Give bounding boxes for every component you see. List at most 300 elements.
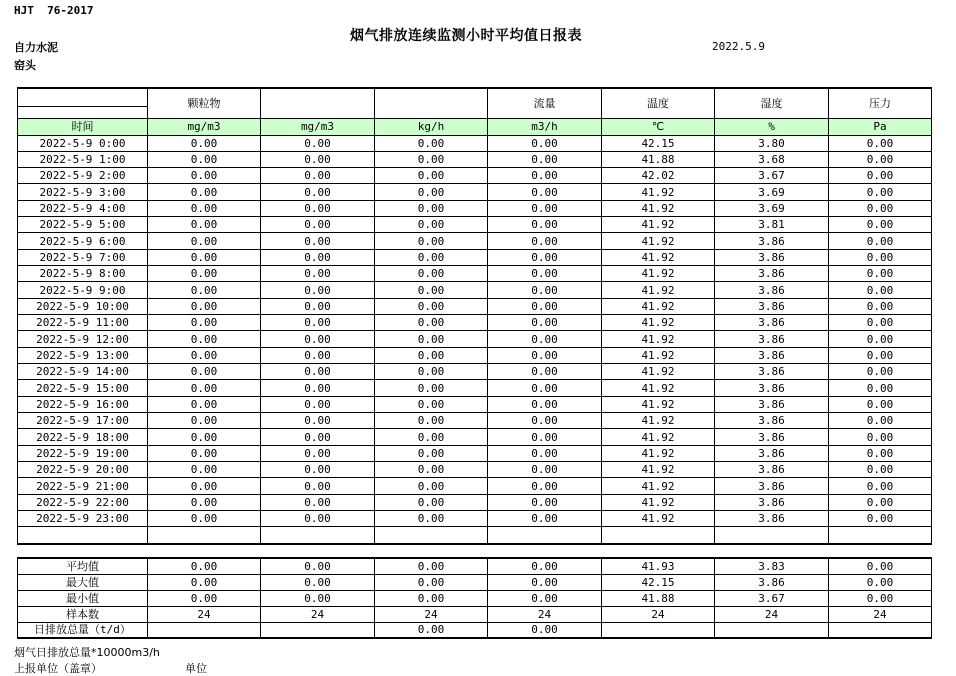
time-cell: 2022-5-9 20:00 [18,462,148,478]
value-cell: 3.86 [715,478,829,494]
value-cell: 0.00 [148,511,261,527]
value-cell: 0.00 [829,478,932,494]
value-cell: 0.00 [148,266,261,282]
value-cell: 0.00 [488,200,602,216]
summary-value-cell [829,622,932,638]
value-cell: 3.80 [715,135,829,151]
value-cell: 3.86 [715,249,829,265]
header-blank-bottom-cell [18,106,148,118]
value-cell: 0.00 [829,200,932,216]
time-cell: 2022-5-9 19:00 [18,445,148,461]
value-cell: 0.00 [488,282,602,298]
footnote: 烟气日排放总量*10000m3/h [14,646,160,659]
blank-cell [18,527,148,544]
value-cell: 0.00 [261,511,375,527]
summary-value-cell: 0.00 [375,622,488,638]
value-cell: 0.00 [488,233,602,249]
value-cell: 0.00 [261,380,375,396]
summary-value-cell: 0.00 [148,590,261,606]
value-cell: 0.00 [261,413,375,429]
value-cell: 0.00 [375,396,488,412]
value-cell: 0.00 [375,298,488,314]
summary-value-cell: 0.00 [375,590,488,606]
value-cell: 0.00 [829,217,932,233]
value-cell: 3.86 [715,282,829,298]
value-cell: 0.00 [488,168,602,184]
value-cell: 0.00 [148,184,261,200]
value-cell: 0.00 [829,445,932,461]
table-row [18,494,932,510]
value-cell: 0.00 [488,315,602,331]
value-cell: 42.15 [602,135,715,151]
table-row [18,429,932,445]
value-cell: 0.00 [829,429,932,445]
time-cell: 2022-5-9 15:00 [18,380,148,396]
value-cell: 3.86 [715,462,829,478]
summary-value-cell: 0.00 [148,558,261,574]
time-cell: 2022-5-9 7:00 [18,249,148,265]
summary-value-cell: 0.00 [488,574,602,590]
report-title: 烟气排放连续监测小时平均值日报表 [350,28,582,44]
value-cell: 0.00 [488,511,602,527]
table-row [18,380,932,396]
value-cell: 0.00 [829,364,932,380]
value-cell: 0.00 [261,184,375,200]
value-cell: 0.00 [261,298,375,314]
unit-header-cell: kg/h [375,118,488,135]
value-cell: 0.00 [375,478,488,494]
report-unit-label: 上报单位（盖章） [14,662,102,675]
table-row [18,331,932,347]
value-cell: 3.86 [715,298,829,314]
value-cell: 41.92 [602,413,715,429]
value-cell: 41.92 [602,331,715,347]
company-name: 自力水泥 [14,41,58,54]
value-cell: 0.00 [148,364,261,380]
unit-header-cell: % [715,118,829,135]
value-cell: 3.86 [715,315,829,331]
table-row [18,413,932,429]
blank-cell [148,527,261,544]
value-cell: 0.00 [829,347,932,363]
summary-value-cell: 0.00 [829,574,932,590]
value-cell: 3.86 [715,266,829,282]
table-row [18,266,932,282]
value-cell: 0.00 [488,413,602,429]
value-cell: 0.00 [375,135,488,151]
value-cell: 3.86 [715,494,829,510]
summary-value-cell: 0.00 [261,574,375,590]
value-cell: 0.00 [375,494,488,510]
value-cell: 0.00 [375,429,488,445]
value-cell: 0.00 [829,282,932,298]
group-header-cell: 湿度 [715,88,829,118]
value-cell: 0.00 [375,380,488,396]
value-cell: 0.00 [488,478,602,494]
value-cell: 0.00 [829,298,932,314]
value-cell: 41.92 [602,364,715,380]
value-cell: 0.00 [148,478,261,494]
summary-value-cell: 3.67 [715,590,829,606]
time-cell: 2022-5-9 3:00 [18,184,148,200]
table-row [18,135,932,151]
value-cell: 0.00 [148,380,261,396]
value-cell: 3.86 [715,347,829,363]
value-cell: 0.00 [488,331,602,347]
value-cell: 41.92 [602,266,715,282]
time-cell: 2022-5-9 4:00 [18,200,148,216]
table-row [18,151,932,167]
value-cell: 0.00 [148,168,261,184]
value-cell: 3.86 [715,429,829,445]
unit-label: 单位 [185,662,207,675]
unit-header-cell: m3/h [488,118,602,135]
summary-row [18,558,932,574]
value-cell: 0.00 [375,315,488,331]
value-cell: 3.86 [715,380,829,396]
summary-value-cell [148,622,261,638]
time-cell: 2022-5-9 17:00 [18,413,148,429]
table-row [18,184,932,200]
group-header-cell: 颗粒物 [148,88,261,118]
value-cell: 0.00 [488,429,602,445]
summary-value-cell: 0.00 [488,590,602,606]
value-cell: 0.00 [148,347,261,363]
value-cell: 41.92 [602,511,715,527]
value-cell: 0.00 [829,315,932,331]
value-cell: 41.92 [602,249,715,265]
summary-value-cell: 3.83 [715,558,829,574]
value-cell: 0.00 [488,266,602,282]
value-cell: 41.92 [602,478,715,494]
value-cell: 0.00 [375,347,488,363]
report-date: 2022.5.9 [712,40,765,53]
summary-value-cell: 42.15 [602,574,715,590]
summary-row [18,590,932,606]
value-cell: 3.68 [715,151,829,167]
value-cell: 0.00 [148,315,261,331]
value-cell: 41.92 [602,315,715,331]
value-cell: 0.00 [261,233,375,249]
value-cell: 0.00 [488,184,602,200]
value-cell: 0.00 [261,347,375,363]
table-row [18,168,932,184]
blank-cell [261,527,375,544]
value-cell: 41.88 [602,151,715,167]
summary-value-cell: 41.88 [602,590,715,606]
value-cell: 0.00 [829,331,932,347]
value-cell: 0.00 [148,200,261,216]
blank-cell [375,527,488,544]
value-cell: 0.00 [375,217,488,233]
time-cell: 2022-5-9 18:00 [18,429,148,445]
summary-row [18,606,932,622]
value-cell: 0.00 [148,298,261,314]
value-cell: 0.00 [261,494,375,510]
value-cell: 0.00 [488,347,602,363]
value-cell: 0.00 [829,396,932,412]
time-header-cell: 时间 [18,118,148,135]
table-row [18,364,932,380]
value-cell: 0.00 [829,266,932,282]
value-cell: 0.00 [375,282,488,298]
time-cell: 2022-5-9 0:00 [18,135,148,151]
value-cell: 0.00 [375,462,488,478]
value-cell: 0.00 [375,249,488,265]
time-cell: 2022-5-9 8:00 [18,266,148,282]
summary-row [18,622,932,638]
summary-value-cell: 24 [375,606,488,622]
table-row [18,233,932,249]
value-cell: 3.69 [715,184,829,200]
header-blank-top-cell [18,88,148,106]
value-cell: 0.00 [148,217,261,233]
value-cell: 41.92 [602,347,715,363]
monitoring-table-body [18,135,932,544]
value-cell: 0.00 [829,184,932,200]
table-row [18,200,932,216]
time-cell: 2022-5-9 16:00 [18,396,148,412]
summary-value-cell [261,622,375,638]
value-cell: 0.00 [829,249,932,265]
standard-code: HJT 76-2017 [14,4,94,17]
value-cell: 0.00 [488,396,602,412]
summary-value-cell: 41.93 [602,558,715,574]
summary-value-cell: 0.00 [261,590,375,606]
summary-value-cell: 0.00 [488,622,602,638]
summary-value-cell [602,622,715,638]
value-cell: 0.00 [148,494,261,510]
time-cell: 2022-5-9 2:00 [18,168,148,184]
value-cell: 0.00 [375,200,488,216]
monitoring-table-header [18,88,932,135]
value-cell: 3.67 [715,168,829,184]
time-cell: 2022-5-9 23:00 [18,511,148,527]
table-row [18,347,932,363]
summary-value-cell: 24 [488,606,602,622]
table-row [18,282,932,298]
value-cell: 41.92 [602,445,715,461]
group-header-cell [375,88,488,118]
value-cell: 0.00 [488,494,602,510]
value-cell: 0.00 [261,151,375,167]
table-row [18,298,932,314]
value-cell: 0.00 [261,217,375,233]
value-cell: 41.92 [602,380,715,396]
blank-cell [829,527,932,544]
table-row [18,396,932,412]
value-cell: 41.92 [602,462,715,478]
value-cell: 3.86 [715,396,829,412]
summary-value-cell: 0.00 [261,558,375,574]
value-cell: 0.00 [488,249,602,265]
value-cell: 41.92 [602,282,715,298]
value-cell: 3.86 [715,413,829,429]
value-cell: 0.00 [261,315,375,331]
value-cell: 0.00 [375,168,488,184]
value-cell: 0.00 [375,184,488,200]
summary-value-cell: 3.86 [715,574,829,590]
value-cell: 0.00 [829,135,932,151]
value-cell: 0.00 [488,298,602,314]
station-name: 窑头 [14,59,36,72]
value-cell: 0.00 [375,331,488,347]
summary-value-cell: 24 [602,606,715,622]
value-cell: 0.00 [375,266,488,282]
value-cell: 0.00 [261,396,375,412]
value-cell: 0.00 [148,413,261,429]
value-cell: 0.00 [375,445,488,461]
group-header-cell: 温度 [602,88,715,118]
time-cell: 2022-5-9 10:00 [18,298,148,314]
blank-cell [488,527,602,544]
value-cell: 0.00 [148,282,261,298]
time-cell: 2022-5-9 1:00 [18,151,148,167]
summary-value-cell: 0.00 [829,558,932,574]
unit-header-cell: ℃ [602,118,715,135]
summary-value-cell: 0.00 [829,590,932,606]
value-cell: 41.92 [602,217,715,233]
value-cell: 0.00 [148,429,261,445]
summary-label-cell: 最小值 [18,590,148,606]
time-cell: 2022-5-9 21:00 [18,478,148,494]
table-row [18,511,932,527]
blank-cell [715,527,829,544]
value-cell: 3.86 [715,233,829,249]
value-cell: 0.00 [261,266,375,282]
time-cell: 2022-5-9 13:00 [18,347,148,363]
value-cell: 0.00 [829,462,932,478]
value-cell: 0.00 [829,511,932,527]
summary-value-cell: 0.00 [488,558,602,574]
value-cell: 41.92 [602,200,715,216]
summary-value-cell: 0.00 [375,574,488,590]
group-header-cell: 压力 [829,88,932,118]
value-cell: 42.02 [602,168,715,184]
summary-value-cell: 24 [829,606,932,622]
summary-value-cell: 24 [715,606,829,622]
unit-header-cell: mg/m3 [148,118,261,135]
blank-cell [602,527,715,544]
table-row [18,478,932,494]
value-cell: 0.00 [261,429,375,445]
blank-spacer-row [18,527,932,544]
group-header-row [18,88,932,106]
value-cell: 0.00 [261,462,375,478]
value-cell: 0.00 [375,233,488,249]
value-cell: 3.86 [715,364,829,380]
summary-value-cell: 24 [261,606,375,622]
value-cell: 0.00 [829,413,932,429]
value-cell: 0.00 [829,151,932,167]
value-cell: 0.00 [488,135,602,151]
unit-header-row [18,118,932,135]
value-cell: 0.00 [488,217,602,233]
value-cell: 3.81 [715,217,829,233]
value-cell: 3.86 [715,511,829,527]
value-cell: 41.92 [602,298,715,314]
summary-value-cell: 0.00 [375,558,488,574]
group-header-cell [261,88,375,118]
value-cell: 0.00 [261,331,375,347]
time-cell: 2022-5-9 9:00 [18,282,148,298]
value-cell: 0.00 [488,380,602,396]
value-cell: 41.92 [602,184,715,200]
table-row [18,315,932,331]
summary-label-cell: 样本数 [18,606,148,622]
value-cell: 0.00 [829,233,932,249]
value-cell: 0.00 [375,364,488,380]
time-cell: 2022-5-9 5:00 [18,217,148,233]
group-header-cell: 流量 [488,88,602,118]
value-cell: 0.00 [148,331,261,347]
value-cell: 0.00 [488,364,602,380]
time-cell: 2022-5-9 6:00 [18,233,148,249]
summary-value-cell: 24 [148,606,261,622]
summary-row [18,574,932,590]
value-cell: 0.00 [261,249,375,265]
summary-table-body [18,558,932,638]
value-cell: 3.86 [715,331,829,347]
value-cell: 0.00 [148,396,261,412]
value-cell: 41.92 [602,396,715,412]
value-cell: 41.92 [602,494,715,510]
value-cell: 0.00 [261,282,375,298]
table-row [18,445,932,461]
value-cell: 0.00 [829,380,932,396]
time-cell: 2022-5-9 22:00 [18,494,148,510]
time-cell: 2022-5-9 14:00 [18,364,148,380]
value-cell: 0.00 [261,135,375,151]
value-cell: 0.00 [488,445,602,461]
monitoring-table [17,87,932,545]
table-row [18,462,932,478]
value-cell: 0.00 [829,168,932,184]
summary-table [17,557,932,639]
value-cell: 0.00 [261,200,375,216]
summary-label-cell: 最大值 [18,574,148,590]
value-cell: 0.00 [261,445,375,461]
summary-label-cell: 日排放总量（t/d） [18,622,148,638]
value-cell: 0.00 [148,462,261,478]
unit-header-cell: Pa [829,118,932,135]
summary-value-cell [715,622,829,638]
table-row [18,249,932,265]
value-cell: 0.00 [148,151,261,167]
value-cell: 3.69 [715,200,829,216]
value-cell: 0.00 [148,135,261,151]
summary-value-cell: 0.00 [148,574,261,590]
value-cell: 0.00 [375,511,488,527]
value-cell: 0.00 [488,462,602,478]
unit-header-cell: mg/m3 [261,118,375,135]
value-cell: 0.00 [261,478,375,494]
value-cell: 0.00 [148,249,261,265]
value-cell: 41.92 [602,233,715,249]
value-cell: 0.00 [148,445,261,461]
value-cell: 0.00 [148,233,261,249]
value-cell: 0.00 [261,364,375,380]
value-cell: 3.86 [715,445,829,461]
table-row [18,217,932,233]
value-cell: 0.00 [375,413,488,429]
value-cell: 0.00 [375,151,488,167]
value-cell: 41.92 [602,429,715,445]
time-cell: 2022-5-9 11:00 [18,315,148,331]
summary-label-cell: 平均值 [18,558,148,574]
value-cell: 0.00 [488,151,602,167]
value-cell: 0.00 [261,168,375,184]
